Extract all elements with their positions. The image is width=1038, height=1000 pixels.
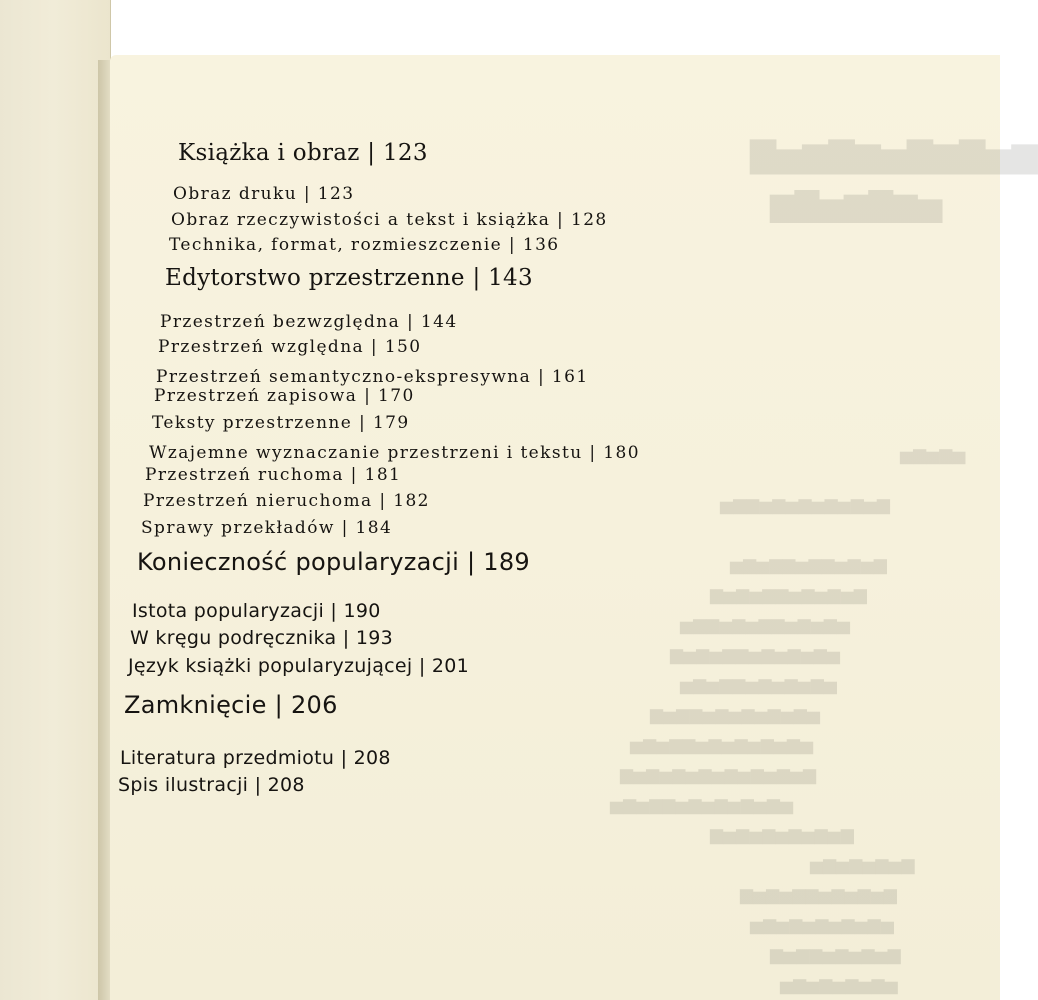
table-of-contents [110,55,1038,1000]
toc-entry-spis-ilustracji: Spis ilustracji | 208 [118,774,305,796]
toc-entry-przekladow: Sprawy przekładów | 184 [141,518,393,538]
show-through-texture: ▇▅▆▇▆▅▇▆▇▅▆ ▆▇▅▆▇▆▅ ▅▆▅▆▅ ▅▆▆▅▆▅▆▅▆▅▆▅▆ ▅▆▅▆▆▅▆▆▅▆▅▆ ▆▅▆▅▆▆▅▆▅▆▅▆ ▅▆▆▅▆▅▆▆▅▆▅▆▅ ▆▅▆▅▆▆▅▆▅▆▅▆▅ ▅▆▅▆▆▅▆▅▆▅▆▅ ▆▅▆▆▅▆▅▆▅▆▅▆▅ ▅▆▅▆▆▅▆▅▆▅▆▅▆▅ ▆▅▆▅▆▅▆▅▆▅▆▅▆▅▆ ▅▆▅▆▆▅▆▅▆▅▆▅▆▅ ▆▅▆▅▆▅▆▅▆▅▆ ▅▆▅▆▅▆▅▆ ▆▅▆▅▆▆▅▆▅▆▅▆ ▅▆▅▆▅▆▅▆▅▆▅ ▆▅▆▆▅▆▅▆▅▆ ▅▆▅▆▅▆▅▆▅ [610,137,1038,994]
toc-entry-teksty: Teksty przestrzenne | 179 [152,413,410,433]
toc-chapter-ksiazka-i-obraz: Książka i obraz | 123 [178,140,428,166]
toc-entry-istota: Istota popularyzacji | 190 [132,600,381,622]
toc-entry-jezyk: Język książki popularyzującej | 201 [128,655,470,677]
left-page-edge [0,0,111,1000]
toc-entry-semantyczno: Przestrzeń semantyczno-ekspresywna | 161 [156,367,589,387]
toc-entry-nieruchoma: Przestrzeń nieruchoma | 182 [143,491,430,511]
toc-entry-technika: Technika, format, rozmieszczenie | 136 [169,235,560,255]
toc-chapter-koniecznosc: Konieczność popularyzacji | 189 [137,548,530,576]
toc-entry-wzgledna: Przestrzeń względna | 150 [158,337,422,357]
toc-entry-bezwzgledna: Przestrzeń bezwzględna | 144 [160,312,458,332]
toc-entry-zapisowa: Przestrzeń zapisowa | 170 [154,386,415,406]
toc-entry-obraz-rzeczywistosci: Obraz rzeczywistości a tekst i książka | 128 [171,210,608,230]
toc-entry-obraz-druku: Obraz druku | 123 [173,184,355,204]
toc-chapter-zamkniecie: Zamknięcie | 206 [124,691,338,719]
toc-entry-ruchoma: Przestrzeń ruchoma | 181 [145,465,402,485]
toc-chapter-edytorstwo: Edytorstwo przestrzenne | 143 [165,265,533,291]
toc-entry-literatura: Literatura przedmiotu | 208 [120,747,391,769]
book-page [110,55,1038,1000]
toc-entry-wzajemne: Wzajemne wyznaczanie przestrzeni i tekstu | 180 [149,443,640,463]
toc-entry-podrecznik: W kręgu podręcznika | 193 [130,627,394,649]
